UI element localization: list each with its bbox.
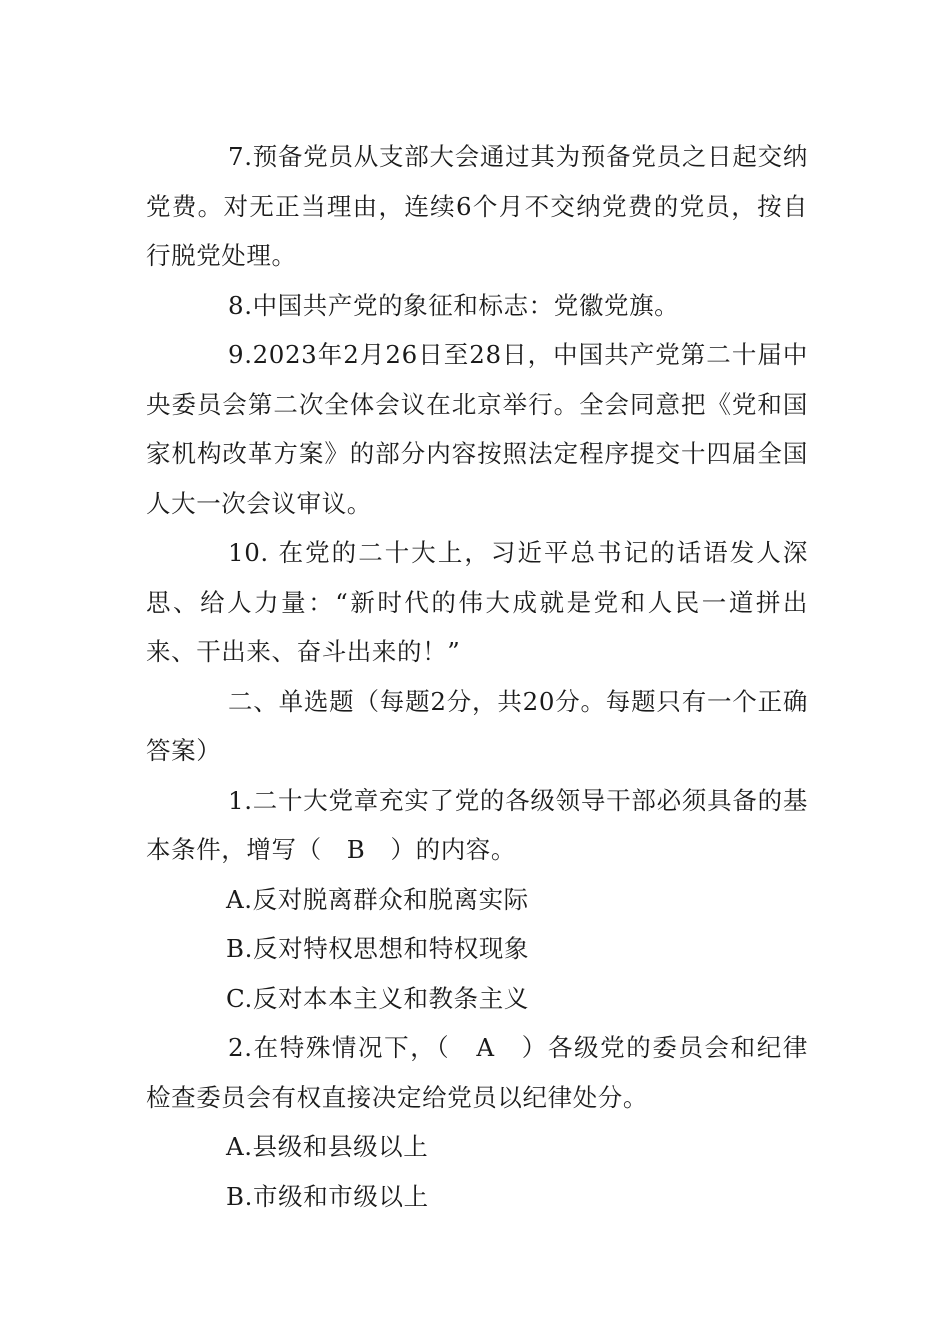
section-heading-single-choice: 二、单选题（每题2分，共20分。每题只有一个正确答案） [146, 686, 808, 765]
item-10-paragraph: 10. 在党的二十大上，习近平总书记的话语发人深思、给人力量：“新时代的伟大成就是党和人民一道拼出来、干出来、奋斗出来的！” [146, 538, 808, 666]
question-2-option-b: B.市级和市级以上 [226, 1181, 429, 1211]
question-1-option-b: B.反对特权思想和特权现象 [226, 934, 530, 963]
item-7-paragraph: 7.预备党员从支部大会通过其为预备党员之日起交纳党费。对无正当理由，连续6个月不交纳党费的党员，按自行脱党处理。 [146, 142, 808, 270]
question-1-option-a: A.反对脱离群众和脱离实际 [226, 884, 529, 914]
item-8-paragraph: 8.中国共产党的象征和标志：党徽党旗。 [228, 290, 680, 320]
question-2-option-a: A.县级和县级以上 [226, 1132, 429, 1161]
document-page [146, 132, 808, 1221]
question-1-text: 1.二十大党章充实了党的各级领导干部必须具备的基本条件，增写（ B ）的内容。 [146, 785, 808, 864]
question-2-text: 2.在特殊情况下，（ A ）各级党的委员会和纪律检查委员会有权直接决定给党员以纪律处分。 [146, 1033, 808, 1112]
question-1-option-c: C.反对本本主义和教条主义 [226, 983, 529, 1013]
item-9-paragraph: 9.2023年2月26日至28日，中国共产党第二十届中央委员会第二次全体会议在北京举行。全会同意把《党和国家机构改革方案》的部分内容按照法定程序提交十四届全国人大一次会议审议。 [146, 340, 808, 518]
